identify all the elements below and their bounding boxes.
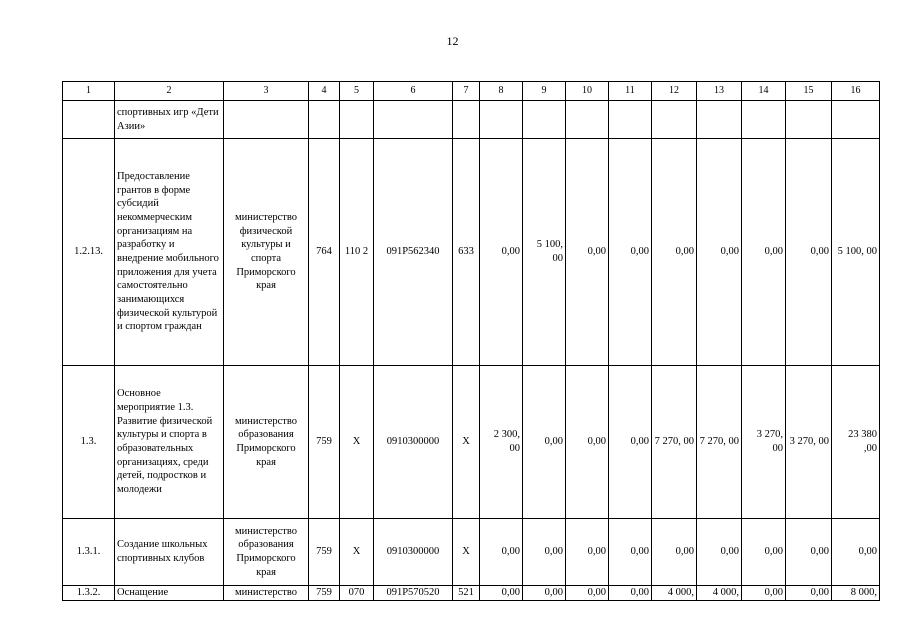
measure-name: спортивных игр «Дети Азии»	[115, 101, 224, 139]
cell-c14	[742, 101, 786, 139]
cell-c11	[609, 101, 652, 139]
cell-c11: 0,00	[609, 366, 652, 519]
cell-c10: 0,00	[566, 139, 609, 366]
cell-c16: 23 380 ,00	[832, 366, 880, 519]
header-row	[63, 82, 880, 101]
cell-c9	[523, 101, 566, 139]
cell-c11: 0,00	[609, 139, 652, 366]
cell-c5: 070	[340, 586, 374, 601]
cell-c9: 0,00	[523, 519, 566, 586]
table-row	[63, 366, 880, 519]
cell-c5: X	[340, 366, 374, 519]
cell-c15: 0,00	[786, 586, 832, 601]
col-header: 2	[115, 82, 224, 101]
cell-c4: 759	[309, 586, 340, 601]
col-header: 7	[453, 82, 480, 101]
col-header: 9	[523, 82, 566, 101]
row-number: 1.3.1.	[63, 519, 115, 586]
table-row	[63, 519, 880, 586]
cell-c9: 0,00	[523, 366, 566, 519]
cell-c6: 0910300000	[374, 366, 453, 519]
executor: министерство образования Приморского края	[224, 519, 309, 586]
col-header: 3	[224, 82, 309, 101]
cell-c12: 4 000,	[652, 586, 697, 601]
cell-c16: 0,00	[832, 519, 880, 586]
row-number: 1.3.2.	[63, 586, 115, 601]
cell-c10: 0,00	[566, 519, 609, 586]
cell-c16	[832, 101, 880, 139]
col-header: 10	[566, 82, 609, 101]
row-number: 1.3.	[63, 366, 115, 519]
cell-c5	[340, 101, 374, 139]
cell-c15: 0,00	[786, 519, 832, 586]
cell-c15	[786, 101, 832, 139]
page-number: 12	[446, 34, 459, 48]
cell-c14: 0,00	[742, 586, 786, 601]
col-header: 1	[63, 82, 115, 101]
cell-c11: 0,00	[609, 519, 652, 586]
executor: министерство	[224, 586, 309, 601]
cell-c7: X	[453, 519, 480, 586]
cell-c8: 0,00	[480, 519, 523, 586]
cell-c16: 8 000,	[832, 586, 880, 601]
cell-c8: 0,00	[480, 139, 523, 366]
row-number: 1.2.13.	[63, 139, 115, 366]
cell-c10	[566, 101, 609, 139]
budget-table	[62, 81, 880, 601]
cell-c6: 0910300000	[374, 519, 453, 586]
executor	[224, 101, 309, 139]
executor: министерство физической культуры и спорта Приморского края	[224, 139, 309, 366]
cell-c6	[374, 101, 453, 139]
col-header: 6	[374, 82, 453, 101]
measure-name: Оснащение	[115, 586, 224, 601]
cell-c13: 0,00	[697, 519, 742, 586]
col-header: 8	[480, 82, 523, 101]
cell-c6: 091P570520	[374, 586, 453, 601]
cell-c4: 759	[309, 366, 340, 519]
cell-c12: 0,00	[652, 519, 697, 586]
cell-c10: 0,00	[566, 586, 609, 601]
cell-c16: 5 100, 00	[832, 139, 880, 366]
col-header: 16	[832, 82, 880, 101]
cell-c12: 7 270, 00	[652, 366, 697, 519]
measure-name: Предоставление грантов в форме субсидий некоммерческим организациям на разработку и внедрение мобильного приложения для учета самостоятельно занимающихся физической культурой и спортом граждан	[115, 139, 224, 366]
cell-c7: 633	[453, 139, 480, 366]
col-header: 12	[652, 82, 697, 101]
cell-c13: 4 000,	[697, 586, 742, 601]
cell-c6: 091P562340	[374, 139, 453, 366]
col-header: 5	[340, 82, 374, 101]
cell-c13	[697, 101, 742, 139]
cell-c14: 0,00	[742, 519, 786, 586]
cell-c13: 7 270, 00	[697, 366, 742, 519]
cell-c9: 0,00	[523, 586, 566, 601]
cell-c13: 0,00	[697, 139, 742, 366]
cell-c14: 0,00	[742, 139, 786, 366]
cell-c12: 0,00	[652, 139, 697, 366]
cell-c4: 759	[309, 519, 340, 586]
cell-c15: 3 270, 00	[786, 366, 832, 519]
table-row	[63, 139, 880, 366]
measure-name: Создание школьных спортивных клубов	[115, 519, 224, 586]
cell-c4: 764	[309, 139, 340, 366]
col-header: 13	[697, 82, 742, 101]
cell-c7	[453, 101, 480, 139]
table-row	[63, 101, 880, 139]
measure-name: Основное мероприятие 1.3. Развитие физической культуры и спорта в образовательных организациях, среди детей, подростков и молодежи	[115, 366, 224, 519]
cell-c5: 110 2	[340, 139, 374, 366]
col-header: 14	[742, 82, 786, 101]
col-header: 15	[786, 82, 832, 101]
cell-c12	[652, 101, 697, 139]
cell-c8	[480, 101, 523, 139]
cell-c11: 0,00	[609, 586, 652, 601]
cell-c10: 0,00	[566, 366, 609, 519]
cell-c8: 0,00	[480, 586, 523, 601]
cell-c14: 3 270, 00	[742, 366, 786, 519]
row-number	[63, 101, 115, 139]
cell-c7: X	[453, 366, 480, 519]
cell-c9: 5 100, 00	[523, 139, 566, 366]
col-header: 4	[309, 82, 340, 101]
col-header: 11	[609, 82, 652, 101]
cell-c15: 0,00	[786, 139, 832, 366]
cell-c4	[309, 101, 340, 139]
cell-c7: 521	[453, 586, 480, 601]
executor: министерство образования Приморского края	[224, 366, 309, 519]
cell-c5: X	[340, 519, 374, 586]
cell-c8: 2 300, 00	[480, 366, 523, 519]
table-row	[63, 586, 880, 601]
